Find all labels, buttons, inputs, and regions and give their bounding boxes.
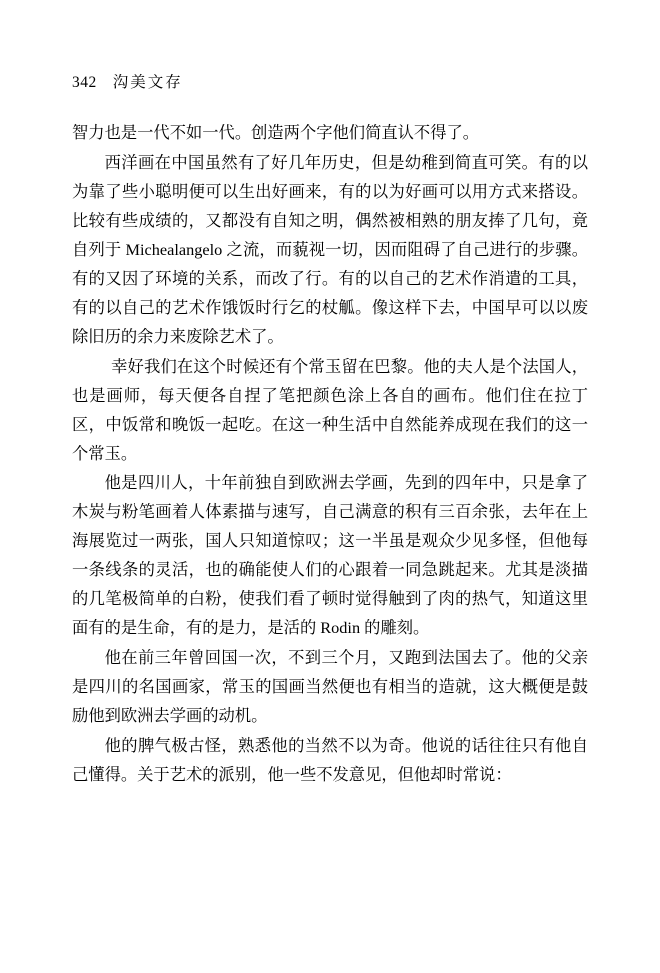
page-number: 342 [72, 74, 97, 91]
page-header [72, 70, 588, 92]
paragraph-4: 他是四川人，十年前独自到欧洲去学画，先到的四年中，只是拿了木炭与粉笔画着人体素描与速写，自己满意的积有三百余张，去年在上海展览过一两张，国人只知道惊叹；这一半虽是观众少见多怪，但他每一条线条的灵活，也的确能使人们的心跟着一同急跳起来。尤其是淡描的几笔极简单的白粉，使我们看了顿时觉得触到了肉的热气，知道这里面有的是生命，有的是力，是活的 Rodin 的雕刻。 [72, 473, 588, 638]
paragraph-3: 幸好我们在这个时候还有个常玉留在巴黎。他的夫人是个法国人，也是画师，每天便各自捏了笔把颜色涂上各自的画布。他们住在拉丁区，中饭常和晚饭一起吃。在这一种生活中自然能养成现在我们的这一个常玉。 [72, 356, 588, 463]
paragraph-6: 他的脾气极古怪，熟悉他的当然不以为奇。他说的话往往只有他自己懂得。关于艺术的派别，他一些不发意见，但他却时常说： [72, 736, 588, 785]
paragraph-1: 智力也是一代不如一代。创造两个字他们简直认不得了。 [72, 123, 480, 142]
running-head: 沟美文存 [112, 73, 183, 91]
paragraph-5: 他在前三年曾回国一次，不到三个月，又跑到法国去了。他的父亲是四川的名国画家，常玉的国画当然便也有相当的造就，这大概便是鼓励他到欧洲去学画的动机。 [72, 648, 588, 726]
paragraph-2: 西洋画在中国虽然有了好几年历史，但是幼稚到简直可笑。有的以为靠了些小聪明便可以生出好画来，有的以为好画可以用方式来搭设。比较有些成绩的，又都没有自知之明，偶然被相熟的朋友捧了几句，竟自列于 Michealangelo 之流，而藐视一切，因而阻碍了自己进行的步骤。有的又因了环境的关系，而改了行。有的以自己的艺术作消遣的工具，有的以自己的艺术作饿饭时行乞的杖觚。像这样下去，中国早可以以废除旧历的余力来废除艺术了。 [72, 152, 588, 346]
body-text [72, 118, 588, 789]
